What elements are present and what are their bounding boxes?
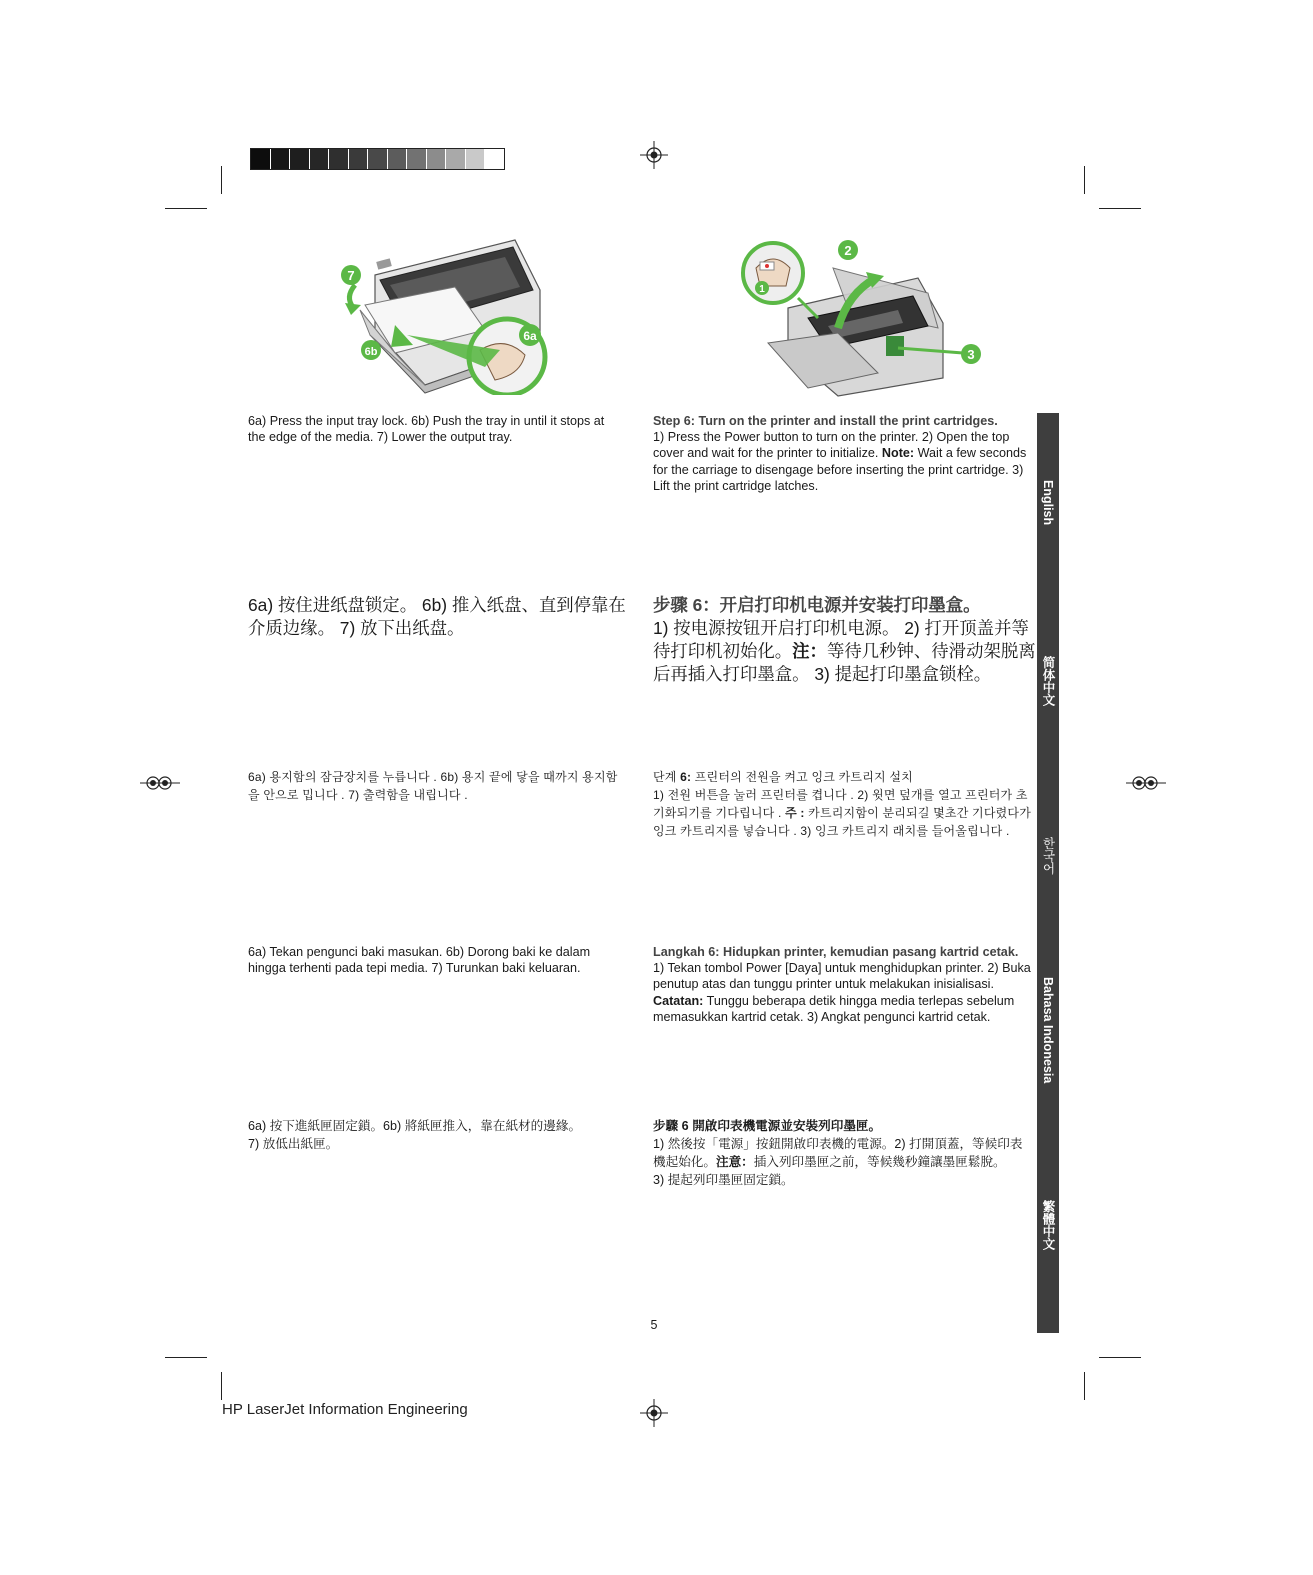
registration-mark-icon: [640, 141, 668, 169]
printer-tray-illustration: [335, 235, 550, 395]
indonesian-left-body: 6a) Tekan pengunci baki masukan. 6b) Dorong baki ke dalam hingga terhenti pada tepi media. 7) Turunkan baki keluaran.: [248, 945, 591, 976]
crop-mark-tl-h: [165, 208, 207, 209]
tab-english: English: [1041, 480, 1055, 526]
callout-2: [838, 240, 858, 260]
simplified-chinese-right-text: [653, 594, 1038, 686]
calibration-swatch: [328, 149, 348, 169]
simplified-chinese-left-text: [248, 594, 633, 640]
traditional-chinese-right-text: [653, 1117, 1035, 1189]
indonesian-step-body-a: 1) Tekan tombol Power [Daya] untuk menghidupkan printer. 2) Buka penutup atas dan tunggu printer untuk melakukan inisialisasi.: [653, 961, 1031, 992]
crop-mark-br-v: [1084, 1372, 1085, 1400]
crop-mark-tr-h: [1099, 208, 1141, 209]
callout-6b: [361, 340, 381, 360]
calibration-swatch: [387, 149, 407, 169]
simplified-chinese-step-body-a: 1) 按电源按钮开启打印机电源。 2) 打开顶盖并等待打印机初始化。: [653, 618, 1029, 661]
english-left-body: 6a) Press the input tray lock. 6b) Push the tray in until it stops at the edge of the media. 7) Lower the output tray.: [248, 414, 605, 445]
calibration-swatch: [289, 149, 309, 169]
calibration-swatch: [426, 149, 446, 169]
calibration-swatch: [484, 149, 504, 169]
korean-step-heading-post: 프린터의 전원을 켜고 잉크 카트리지 설치: [694, 770, 913, 784]
tab-korean: 한국어: [1041, 837, 1055, 875]
indonesian-left-text: [248, 944, 623, 976]
korean-step-heading-pre: 단계: [653, 770, 677, 784]
english-left-text: [248, 413, 623, 445]
calibration-swatch: [445, 149, 465, 169]
simplified-chinese-left-body: 6a) 按住进纸盘锁定。 6b) 推入纸盘、直到停靠在介质边缘。 7) 放下出纸盘。: [248, 595, 626, 638]
tab-indonesian: Bahasa Indonesia: [1041, 977, 1055, 1084]
registration-mark-icon: [640, 1399, 668, 1427]
english-right-text: [653, 413, 1028, 494]
simplified-chinese-step-body-b: 等待几秒钟、待滑动架脱离后再插入打印墨盒。 3) 提起打印墨盒锁栓。: [653, 641, 1036, 684]
registration-mark-right-icon: [1126, 770, 1166, 796]
callout-1: [755, 281, 769, 295]
svg-text:6a: 6a: [523, 329, 537, 343]
svg-text:2: 2: [844, 243, 852, 258]
korean-left-body: 6a) 용지함의 잠금장치를 누릅니다 . 6b) 용지 끝에 닿을 때까지 용지함을 안으로 밉니다 . 7) 출력함을 내립니다 .: [248, 770, 618, 802]
traditional-chinese-left-line-2: 7) 放低出紙匣。: [248, 1137, 339, 1151]
registration-mark-left-icon: [140, 770, 180, 796]
korean-note-label: 주 :: [785, 806, 805, 820]
callout-7: [341, 265, 361, 285]
calibration-bar: [250, 148, 505, 170]
tab-traditional-chinese: 繁體中文: [1041, 1200, 1055, 1250]
traditional-chinese-step-body-c: 3) 提起列印墨匣固定鎖。: [653, 1173, 794, 1187]
crop-mark-bl-h: [165, 1357, 207, 1358]
crop-mark-bl-v: [221, 1372, 222, 1400]
footer-text: HP LaserJet Information Engineering: [222, 1401, 468, 1418]
crop-mark-tr-v: [1084, 166, 1085, 194]
tab-simplified-chinese: 简体中文: [1041, 655, 1055, 706]
english-step-heading: Step 6: Turn on the printer and install the print cartridges.: [653, 414, 998, 428]
korean-step-heading: [653, 768, 1033, 786]
svg-text:1: 1: [759, 284, 765, 295]
simplified-chinese-step-heading: 步骤 6：开启打印机电源并安装打印墨盒。: [653, 595, 981, 615]
printer-cartridge-illustration: [738, 238, 988, 398]
page-number: 5: [650, 1318, 658, 1332]
calibration-swatch: [251, 149, 270, 169]
simplified-chinese-note-label: 注：: [792, 641, 827, 661]
traditional-chinese-step-body-a: 1) 然後按「電源」按鈕開啟印表機的電源。2) 打開頂蓋，等候印表機起始化。: [653, 1137, 1023, 1169]
calibration-swatch: [309, 149, 329, 169]
svg-text:7: 7: [347, 268, 355, 283]
svg-text:6b: 6b: [364, 346, 378, 358]
english-note-label: Note:: [881, 446, 915, 461]
callout-3: [961, 344, 981, 364]
korean-step-body-a: 1) 전원 버튼을 눌러 프린터를 켭니다 . 2) 윗면 덮개를 열고 프린터가 초기화되기를 기다립니다 .: [653, 788, 1028, 820]
crop-mark-br-h: [1099, 1357, 1141, 1358]
traditional-chinese-note-label: 注意：: [715, 1155, 754, 1169]
calibration-swatch: [348, 149, 368, 169]
english-step-body-b: Wait a few seconds for the carriage to disengage before inserting the print cartridge. 3) Lift the print cartridge latches.: [653, 446, 1027, 493]
traditional-chinese-step-body-b: 插入列印墨匣之前，等候幾秒鐘讓墨匣鬆脫。: [753, 1155, 1006, 1169]
english-step-body-a: 1) Press the Power button to turn on the printer. 2) Open the top cover and wait for the printer to initialize.: [653, 430, 1010, 461]
korean-left-text: [248, 768, 628, 804]
traditional-chinese-left-line-1: 6a) 按下進紙匣固定鎖。6b) 將紙匣推入，靠在紙材的邊緣。: [248, 1119, 582, 1133]
callout-6a: [519, 324, 541, 346]
korean-step-body-b: 카트리지함이 분리되길 몇초간 기다렸다가 잉크 카트리지를 넣습니다 . 3) 잉크 카트리지 래치를 들어올립니다 .: [653, 806, 1032, 838]
svg-text:3: 3: [967, 347, 975, 362]
indonesian-right-text: [653, 944, 1033, 1025]
korean-step-heading-num: 6:: [680, 770, 692, 784]
crop-mark-tl-v: [221, 166, 222, 194]
indonesian-note-label: Catatan:: [653, 993, 704, 1008]
calibration-swatch: [465, 149, 485, 169]
calibration-swatch: [367, 149, 387, 169]
traditional-chinese-left-text: [248, 1117, 628, 1153]
calibration-swatch: [406, 149, 426, 169]
calibration-swatch: [270, 149, 290, 169]
traditional-chinese-step-heading: 步驟 6 開啟印表機電源並安裝列印墨匣。: [653, 1119, 882, 1133]
korean-right-text: [653, 768, 1033, 840]
indonesian-step-body-b: Tunggu beberapa detik hingga media terlepas sebelum memasukkan kartrid cetak. 3) Angkat pengunci kartrid cetak.: [653, 993, 1015, 1024]
indonesian-step-heading: Langkah 6: Hidupkan printer, kemudian pasang kartrid cetak.: [653, 945, 1019, 959]
